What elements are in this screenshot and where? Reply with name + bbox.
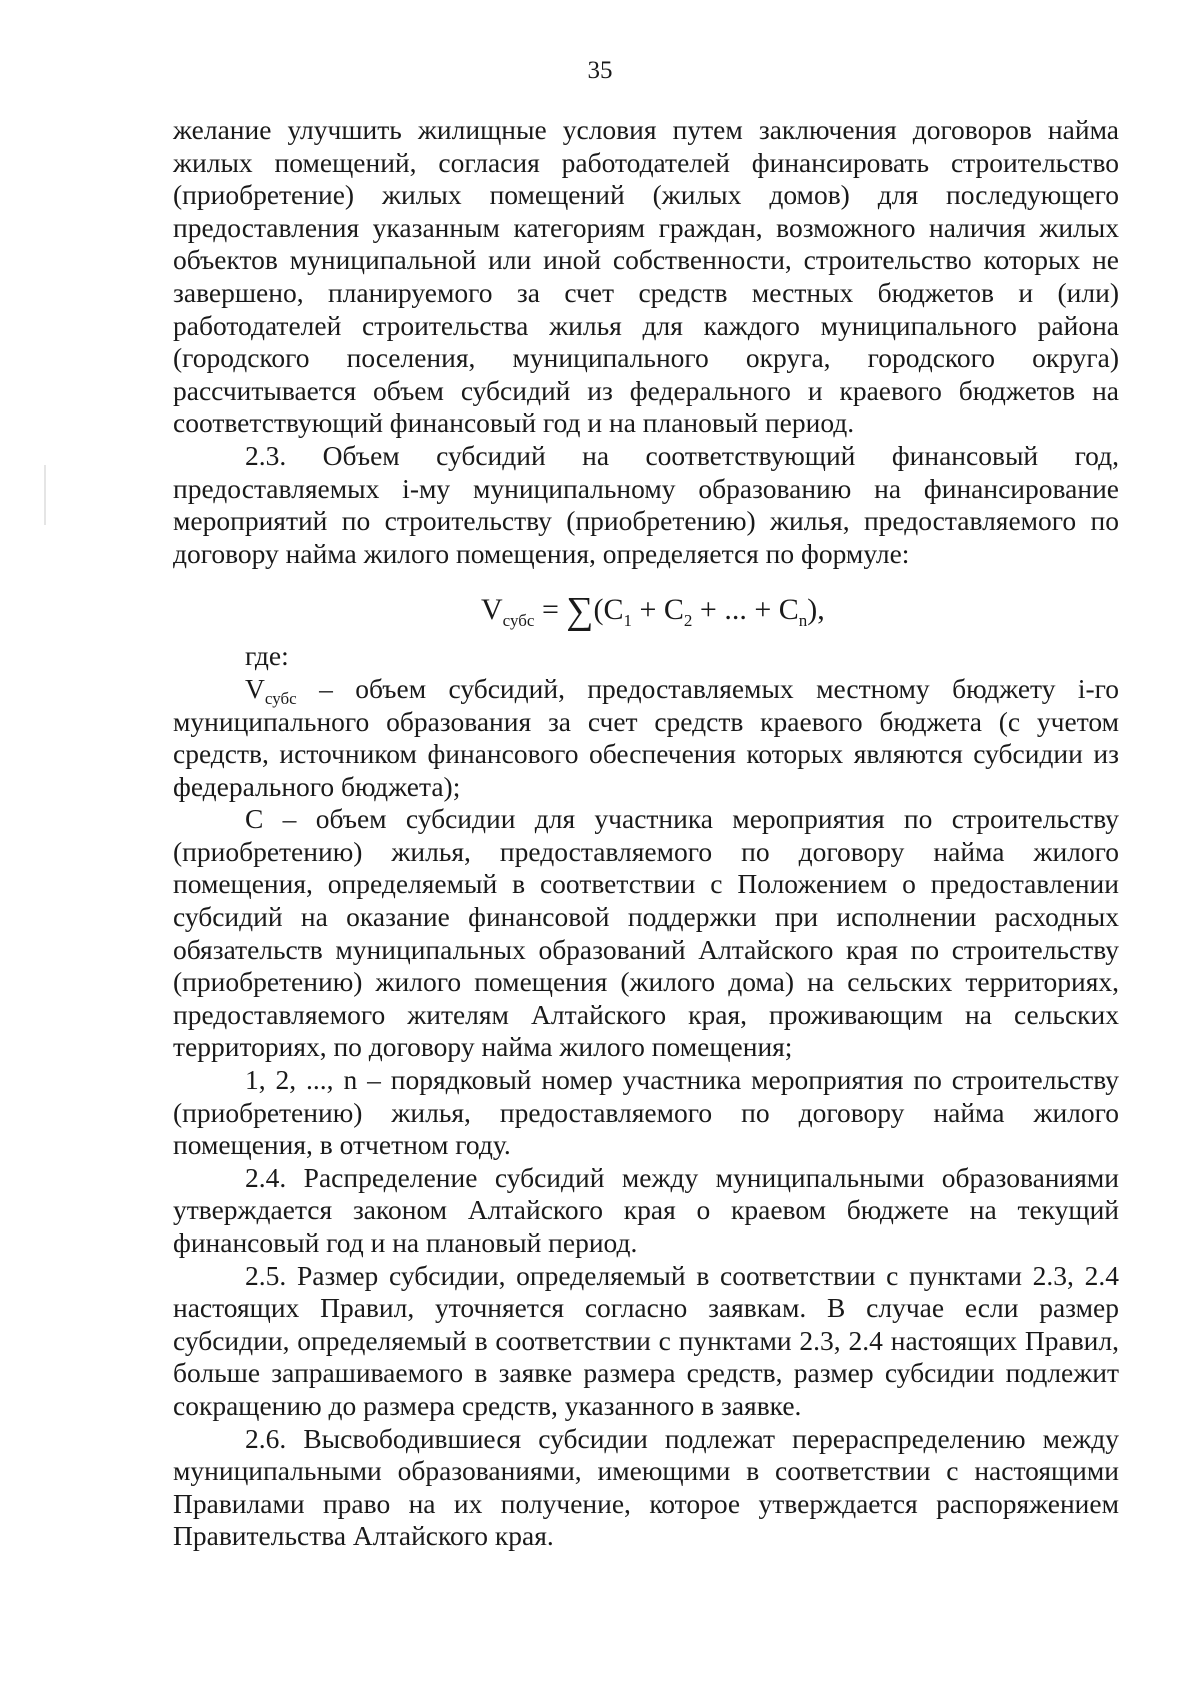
paragraph-2-4: 2.4. Распределение субсидий между муниципальными образованиями утверждается законом Алтайского края о краевом бюджете на текущий финансовый год и на плановый период. <box>173 1161 1119 1258</box>
body-text <box>173 114 1119 1553</box>
definition-v <box>173 673 1119 803</box>
formula-equals: = <box>534 593 567 627</box>
paragraph-2-3: 2.3. Объем субсидий на соответствующий финансовый год, предоставляемых i-му муниципальному образованию на финансирование мероприятий по строительству (приобретению) жилья, предоставляемого по договору найма жилого помещения, определяется по формуле: <box>173 439 1119 569</box>
formula-term2-subscript: 2 <box>683 611 693 631</box>
definition-v-symbol: V <box>245 672 265 704</box>
definition-v-subscript: субс <box>264 688 297 708</box>
definition-v-text: – объем субсидий, предоставляемых местному бюджету i-го муниципального образования за счет средств краевого бюджета (с учетом средств, источником финансового обеспечения которых являются субсидии из федерального бюджета); <box>173 672 1119 802</box>
subsidy-formula <box>173 588 1119 632</box>
where-label: где: <box>245 640 289 672</box>
formula-close: ), <box>807 593 825 627</box>
definition-c: С – объем субсидии для участника мероприятия по строительству (приобретению) жилья, предоставляемого по договору найма жилого помещения, определяемый в соответствии с Положением о предоставлении субсидий на оказание финансовой поддержки при исполнении расходных обязательств муниципальных образований Алтайского края по строительству (приобретению) жилого помещения (жилого дома) на сельских территориях, предоставляемого жителям Алтайского края, проживающим на сельских территориях, по договору найма жилого помещения; <box>173 803 1119 1063</box>
sum-symbol: ∑ <box>566 590 594 633</box>
paragraph-2-5: 2.5. Размер субсидии, определяемый в соответствии с пунктами 2.3, 2.4 настоящих Правил, уточняется согласно заявкам. В случае если размер субсидии, определяемый в соответствии с пунктами 2.3, 2.4 настоящих Правил, больше запрашиваемого в заявке размера средств, размер субсидии подлежит сокращению до размера средств, указанного в заявке. <box>173 1259 1119 1421</box>
formula-term-open: (C <box>593 593 624 627</box>
formula-term1-subscript: 1 <box>623 611 632 631</box>
paragraph-intro: желание улучшить жилищные условия путем заключения договоров найма жилых помещений, согласия работодателей финансировать строительство (приобретение) жилых помещений (жилых домов) для последующего предоставления указанным категориям граждан, возможного наличия жилых объектов муниципальной или иной собственности, строительство которых не завершено, планируемого за счет средств местных бюджетов и (или) работодателей строительства жилья для каждого муниципального района (городского поселения, муниципального округа, городского округа) рассчитывается объем субсидий из федерального и краевого бюджетов на соответствующий финансовый год и на плановый период. <box>173 114 1119 439</box>
formula-plus-term2: + C <box>631 593 684 627</box>
scan-margin-mark <box>44 465 46 525</box>
paragraph-2-6: 2.6. Высвободившиеся субсидии подлежат перераспределению между муниципальными образованиями, имеющими в соответствии с настоящими Правилами право на их получение, которое утверждается распоряжением Правительства Алтайского края. <box>173 1422 1119 1552</box>
page-number: 35 <box>587 57 613 84</box>
formula-lhs-subscript: субс <box>502 611 535 631</box>
formula-lhs: V <box>481 593 503 627</box>
definition-n: 1, 2, ..., n – порядковый номер участника мероприятия по строительству (приобретению) жилья, предоставляемого по договору найма жилого помещения, в отчетном году. <box>173 1064 1119 1161</box>
formula-termn-subscript: n <box>798 611 808 631</box>
formula-middle: + ... + C <box>692 593 799 627</box>
